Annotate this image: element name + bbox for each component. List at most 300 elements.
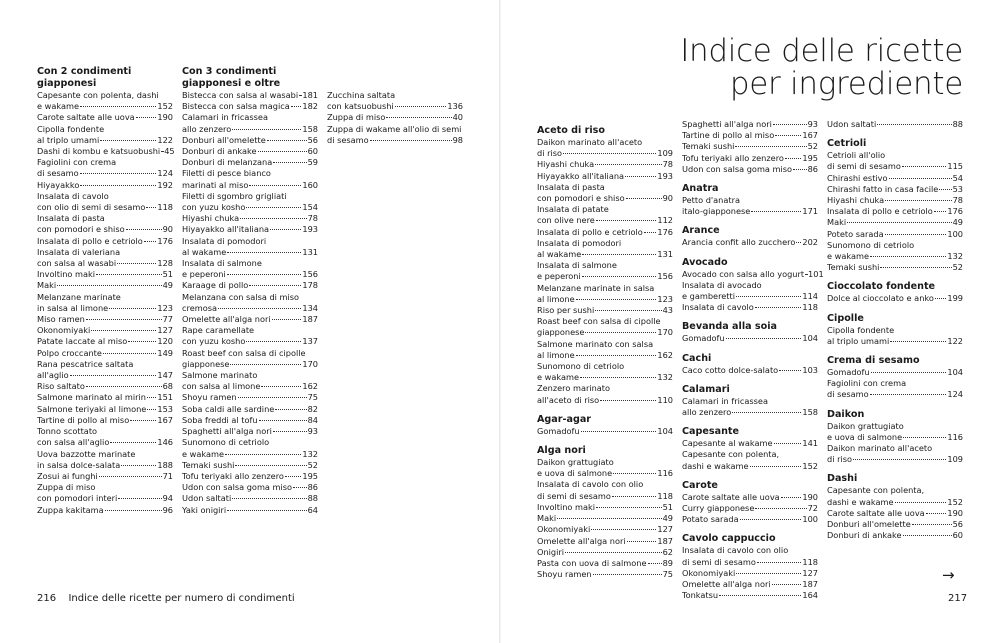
recipe-name: Poteto sarada <box>827 228 884 239</box>
recipe-name: Zosui ai funghi <box>37 470 98 481</box>
index-entry <box>682 141 818 152</box>
dot-leader <box>719 595 801 596</box>
index-entry <box>827 454 963 465</box>
index-entry <box>182 449 318 460</box>
recipe-name: Karaage di pollo <box>182 280 249 291</box>
recipe-name: Hiyayakko all'italiana <box>537 170 625 181</box>
dot-leader <box>267 140 307 141</box>
recipe-name: di sesamo <box>327 134 369 145</box>
dot-leader <box>110 442 156 443</box>
index-entry <box>537 502 673 513</box>
recipe-name: Donburi all'omelette <box>182 134 266 145</box>
page-ref: 164 <box>802 590 818 601</box>
page-ref: 156 <box>302 269 318 280</box>
recipe-name-line: Filetti di sgombro grigliati <box>182 190 287 201</box>
recipe-name: Riso saltato <box>37 381 85 392</box>
index-entry <box>327 112 463 123</box>
recipe-name-line: Daikon grattugiato <box>537 457 614 468</box>
index-entry <box>682 333 818 344</box>
index-entry <box>37 146 173 157</box>
ingredient-heading: Agar-agar <box>537 413 592 425</box>
dot-leader <box>99 476 162 477</box>
page-ref: 78 <box>662 159 673 170</box>
page-ref: 134 <box>302 302 318 313</box>
recipe-name: Insalata di pollo e cetriolo <box>537 226 643 237</box>
page-ref: 56 <box>307 134 318 145</box>
page-ref: 60 <box>952 530 963 541</box>
page-ref: 93 <box>307 426 318 437</box>
index-entry <box>682 568 818 579</box>
ingredient-heading: Con 2 condimenti <box>37 66 132 77</box>
index-entry <box>182 426 318 437</box>
dot-leader <box>109 308 156 309</box>
page-ref: 170 <box>302 358 318 369</box>
title-line-2: per ingrediente <box>729 66 963 102</box>
page-ref: 162 <box>302 381 318 392</box>
page-ref: 100 <box>947 228 963 239</box>
index-entry <box>182 303 318 314</box>
recipe-name-line: Insalata di valeriana <box>37 246 121 257</box>
recipe-name-line: Daikon marinato all'aceto <box>537 137 643 147</box>
recipe-name: Omelette all'alga nori <box>682 579 771 590</box>
index-entry <box>37 135 173 146</box>
page-ref: 52 <box>307 459 318 470</box>
recipe-name: e wakame <box>182 448 224 459</box>
dot-leader <box>103 353 156 354</box>
page-ref: 122 <box>157 134 173 145</box>
index-entry <box>827 530 963 541</box>
recipe-name-line: Daikon marinato all'aceto <box>827 443 933 454</box>
index-entry <box>537 513 673 524</box>
recipe-name: dashi e wakame <box>682 460 749 471</box>
page-ref: 68 <box>162 381 173 392</box>
page-ref: 75 <box>307 392 318 403</box>
recipe-name: Omelette all'alga nori <box>537 535 626 546</box>
recipe-name: con salsa al limone <box>182 381 261 392</box>
index-entry <box>182 471 318 482</box>
dot-leader <box>258 151 307 152</box>
index-entry <box>537 271 673 282</box>
page-ref: 127 <box>657 524 673 535</box>
dot-leader <box>600 400 656 401</box>
dot-leader <box>161 151 163 152</box>
index-entry <box>37 381 173 392</box>
index-entry <box>682 164 818 175</box>
recipe-name: al wakame <box>537 249 582 260</box>
index-entry <box>182 146 318 157</box>
dot-leader <box>596 507 662 508</box>
recipe-name-line: Insalata di patate <box>537 204 609 215</box>
dot-leader <box>272 319 302 320</box>
recipe-name: Dashi di kombu e katsuobushi <box>37 146 161 157</box>
recipe-name: Tofu teriyaki allo zenzero <box>682 152 784 163</box>
index-entry <box>537 171 673 182</box>
page-ref: 86 <box>307 482 318 493</box>
index-entry <box>37 236 173 247</box>
page-ref: 167 <box>157 414 173 425</box>
page-ref: 54 <box>952 172 963 183</box>
index-entry <box>182 180 318 191</box>
index-entry <box>682 492 818 503</box>
page-ref: 82 <box>307 403 318 414</box>
recipe-name: Donburi di melanzana <box>182 157 273 168</box>
recipe-name-line: Capesante con polenta, <box>827 485 925 496</box>
index-entry <box>37 404 173 415</box>
ingredient-heading: Cipolle <box>827 312 864 324</box>
ingredient-heading: Calamari <box>682 383 730 395</box>
dot-leader <box>934 211 947 212</box>
recipe-name: Tartine di pollo al miso <box>682 130 775 141</box>
recipe-name: al triplo umami <box>37 134 100 145</box>
dot-leader <box>740 519 802 520</box>
dot-leader <box>246 207 301 208</box>
index-entry <box>37 325 173 336</box>
page-ref: 176 <box>947 206 963 217</box>
index-entry <box>682 557 818 568</box>
ingredient-heading: Arance <box>682 225 720 237</box>
recipe-name-line: Insalata di pomodori <box>182 235 267 246</box>
dot-leader <box>126 229 162 230</box>
recipe-name: Donburi di ankake <box>182 146 257 157</box>
index-entry <box>37 258 173 269</box>
dot-leader <box>890 341 946 342</box>
dot-leader <box>796 242 801 243</box>
recipe-name: Zuppa kakitama <box>37 504 104 515</box>
page-ref: 190 <box>802 491 818 502</box>
page-ref: 162 <box>657 349 673 360</box>
dot-leader <box>785 158 801 159</box>
page-ref: 116 <box>657 468 673 479</box>
recipe-name: all'aceto di riso <box>537 394 600 405</box>
index-entry <box>827 293 963 304</box>
recipe-name-line: Calamari in fricassea <box>182 112 268 123</box>
dot-leader <box>117 263 156 264</box>
dot-leader <box>885 200 951 201</box>
dot-leader <box>299 95 301 96</box>
index-entry <box>37 471 173 482</box>
index-entry <box>182 124 318 135</box>
recipe-name: giapponese <box>537 327 585 338</box>
dot-leader <box>225 454 301 455</box>
recipe-name-line: Insalata di cavolo con olio <box>537 479 644 490</box>
index-entry <box>537 327 673 338</box>
dot-leader <box>121 465 156 466</box>
recipe-name: Dolce al cioccolato e anko <box>827 293 934 304</box>
dot-leader <box>557 518 661 519</box>
recipe-name: Salmone teriyaki al limone <box>37 403 147 414</box>
page-ref: 199 <box>947 293 963 304</box>
recipe-name: e peperoni <box>537 271 581 282</box>
dot-leader <box>293 487 307 488</box>
recipe-name-line: Roast beef con salsa di cipolle <box>537 316 661 327</box>
recipe-name-line: Melanzane marinate <box>37 291 121 302</box>
recipe-name: con salsa al wasabi <box>37 258 117 269</box>
dot-leader <box>261 386 301 387</box>
page-ref: 181 <box>302 90 318 100</box>
page-ref: 71 <box>162 470 173 481</box>
dot-leader <box>750 466 802 467</box>
dot-leader <box>903 437 946 438</box>
page-ref: 160 <box>302 179 318 190</box>
recipe-name: di semi di sesamo <box>827 161 901 172</box>
recipe-name-line: Filetti di pesce bianco <box>182 168 271 179</box>
page-ref: 132 <box>302 448 318 459</box>
index-entry <box>37 460 173 471</box>
dot-leader <box>627 541 657 542</box>
recipe-name: Pasta con uova di salmone <box>537 557 647 568</box>
dot-leader <box>585 332 656 333</box>
recipe-name: al limone <box>537 293 575 304</box>
ingredient-heading: Crema di sesamo <box>827 355 920 367</box>
dot-leader <box>793 169 807 170</box>
index-entry <box>182 336 318 347</box>
index-entry <box>37 168 173 179</box>
index-entry <box>182 314 318 325</box>
ingredient-heading: giapponesi <box>37 78 97 89</box>
dot-leader <box>735 146 806 147</box>
dot-leader <box>755 307 802 308</box>
recipe-name: Udon saltati <box>827 119 877 129</box>
page-title <box>560 35 963 101</box>
dot-leader <box>86 319 162 320</box>
ingredient-heading: Con 3 condimenti <box>182 66 277 77</box>
page-ref: 132 <box>947 251 963 262</box>
dot-leader <box>259 420 307 421</box>
recipe-name: e gamberetti <box>682 291 735 302</box>
dot-leader <box>751 211 801 212</box>
page-ref: 101 <box>808 268 824 279</box>
dot-leader <box>757 562 801 563</box>
index-entry <box>827 173 963 184</box>
dot-leader <box>270 229 301 230</box>
page-ref: 114 <box>802 291 818 302</box>
index-entry <box>682 438 818 449</box>
index-entry <box>37 112 173 123</box>
recipe-name: Patate laccate al miso <box>37 336 128 347</box>
page-ref: 195 <box>302 470 318 481</box>
page-ref: 124 <box>947 389 963 400</box>
recipe-name: di riso <box>827 454 852 465</box>
recipe-name-line: Insalata di cavolo <box>37 190 109 201</box>
index-entry <box>682 461 818 472</box>
recipe-name: Shoyu ramen <box>182 392 237 403</box>
recipe-name: Yaki onigiri <box>182 504 227 515</box>
page-ref: 158 <box>802 407 818 418</box>
recipe-name: Tonkatsu <box>682 590 719 601</box>
page-ref: 152 <box>947 496 963 507</box>
page-ref: 60 <box>307 146 318 157</box>
dot-leader <box>136 117 157 118</box>
dot-leader <box>246 341 301 342</box>
index-entry <box>537 148 673 159</box>
page-ref: 147 <box>157 370 173 381</box>
index-entry <box>682 153 818 164</box>
index-entry <box>682 268 824 280</box>
dot-leader <box>386 117 451 118</box>
page-ref: 178 <box>302 280 318 291</box>
page-ref: 118 <box>802 556 818 567</box>
next-page-arrow-icon[interactable]: → <box>942 566 955 584</box>
recipe-name: allo zenzero <box>682 407 732 418</box>
index-entry <box>827 251 963 262</box>
recipe-name: giapponese <box>182 358 230 369</box>
dot-leader <box>596 220 657 221</box>
page-ref: 104 <box>657 425 673 436</box>
recipe-name-line: Sunomono di cetriolo <box>537 361 625 372</box>
recipe-name: Udon con salsa goma miso <box>182 482 293 493</box>
dot-leader <box>582 254 656 255</box>
recipe-name: Riso per sushi <box>537 305 595 316</box>
recipe-name: marinati al miso <box>182 179 249 190</box>
index-entry <box>182 392 318 403</box>
index-entry <box>182 482 318 493</box>
dot-leader <box>877 124 951 125</box>
recipe-name: Okonomiyaki <box>37 325 91 336</box>
recipe-name: e wakame <box>537 372 579 383</box>
page-ref: 100 <box>802 514 818 525</box>
recipe-name-line: Insalata di pasta <box>537 181 605 192</box>
recipe-name-line: Rape caramellate <box>182 325 255 336</box>
recipe-name-line: Salmone marinato <box>182 370 258 381</box>
page-ref: 88 <box>307 493 318 504</box>
recipe-name-line: Capesante con polenta, dashi <box>37 90 159 100</box>
recipe-name-line: Insalata di salmone <box>182 258 262 269</box>
index-entry <box>37 303 173 314</box>
dot-leader <box>805 274 807 275</box>
recipe-name: e uova di salmone <box>537 468 613 479</box>
page-ref: 156 <box>657 271 673 282</box>
page-ref: 62 <box>662 546 673 557</box>
index-entry <box>827 262 963 273</box>
left-page-footer <box>37 593 295 604</box>
recipe-name: Maki <box>827 217 847 228</box>
index-entry <box>37 415 173 426</box>
running-footer-title: Indice delle ricette per numero di condimenti <box>68 593 295 604</box>
left-index-column-1 <box>37 66 173 516</box>
index-entry <box>182 415 318 426</box>
recipe-name-line: Fagiolini con crema <box>827 378 907 389</box>
dot-leader <box>871 372 947 373</box>
page-ref: 88 <box>952 119 963 129</box>
dot-leader <box>80 185 156 186</box>
dot-leader <box>146 207 156 208</box>
dot-leader <box>240 218 306 219</box>
page-ref: 49 <box>952 217 963 228</box>
recipe-name: Bistecca con salsa al wasabi <box>182 90 299 100</box>
index-entry <box>537 491 673 502</box>
recipe-name: Carote saltate alle uova <box>682 491 780 502</box>
dot-leader <box>275 409 306 410</box>
dot-leader <box>130 420 156 421</box>
dot-leader <box>80 173 157 174</box>
page-ref: 128 <box>157 258 173 269</box>
recipe-name: Hiyayakko <box>37 179 80 190</box>
index-entry <box>537 524 673 535</box>
page-ref: 110 <box>657 394 673 405</box>
ingredient-heading: Cavolo cappuccio <box>682 533 776 545</box>
recipe-name-line: Cipolla fondente <box>827 324 895 335</box>
page-ref: 195 <box>802 152 818 163</box>
recipe-name: Hiyayakko all'italiana <box>182 224 270 235</box>
dot-leader <box>781 497 802 498</box>
recipe-name: e peperoni <box>182 269 226 280</box>
recipe-name: con pomodori e shiso <box>37 224 125 235</box>
index-entry <box>682 365 818 376</box>
recipe-name: al wakame <box>182 246 227 257</box>
page-ref: 64 <box>307 504 318 515</box>
recipe-name-line: Insalata di avocado <box>682 279 762 290</box>
dot-leader <box>285 476 301 477</box>
index-entry <box>537 536 673 547</box>
recipe-name-line: Calamari in fricassea <box>682 395 768 406</box>
index-entry <box>537 294 673 305</box>
left-index-column-2 <box>182 66 318 516</box>
index-entry <box>182 202 318 213</box>
dot-leader <box>576 299 657 300</box>
recipe-name-line: Uova bazzotte marinate <box>37 448 136 459</box>
page-ref: 118 <box>657 490 673 501</box>
recipe-name: Hiyashi chuka <box>182 213 240 224</box>
dot-leader <box>147 409 156 410</box>
recipe-name: di semi di sesamo <box>537 490 611 501</box>
ingredient-heading: Cioccolato fondente <box>827 281 936 293</box>
page-ref: 170 <box>657 327 673 338</box>
recipe-name: Bistecca con salsa magica <box>182 101 290 112</box>
index-entry <box>827 217 963 228</box>
dot-leader <box>644 232 657 233</box>
page-ref: 187 <box>802 579 818 590</box>
ingredient-heading: Avocado <box>682 256 728 268</box>
ingredient-heading: Capesante <box>682 426 739 438</box>
dot-leader <box>775 135 801 136</box>
dot-leader <box>903 535 952 536</box>
dot-leader <box>895 502 947 503</box>
page-ref: 127 <box>802 567 818 578</box>
right-page-footer <box>948 593 967 604</box>
dot-leader <box>779 370 801 371</box>
dot-leader <box>370 140 452 141</box>
index-entry <box>37 101 173 112</box>
recipe-name: Tartine di pollo al miso <box>37 414 130 425</box>
page-ref: 192 <box>157 179 173 190</box>
index-entry <box>37 348 173 359</box>
page-ref: 176 <box>657 226 673 237</box>
page-ref: 193 <box>657 170 673 181</box>
page-ref: 104 <box>947 367 963 378</box>
page-ref: 90 <box>162 224 173 235</box>
page-ref: 137 <box>302 336 318 347</box>
ingredient-heading: Bevanda alla soia <box>682 321 777 333</box>
page-ref: 72 <box>807 503 818 514</box>
index-entry <box>827 432 963 443</box>
recipe-name: con olive nere <box>537 215 595 226</box>
recipe-name-line: Salmone marinato con salsa <box>537 338 654 349</box>
dot-leader <box>648 563 662 564</box>
index-entry <box>682 407 818 418</box>
recipe-name: Onigiri <box>537 546 565 557</box>
recipe-name: Capesante al wakame <box>682 438 773 449</box>
index-entry <box>327 101 463 112</box>
recipe-name: Gomadofu <box>537 425 580 436</box>
page-ref: 141 <box>802 438 818 449</box>
recipe-name: Temaki sushi <box>682 141 735 152</box>
dot-leader <box>612 496 656 497</box>
page-ref: 118 <box>157 202 173 213</box>
page-ref: 52 <box>952 262 963 273</box>
dot-leader <box>926 513 947 514</box>
index-entry <box>182 493 318 504</box>
page-ref: 77 <box>162 314 173 325</box>
